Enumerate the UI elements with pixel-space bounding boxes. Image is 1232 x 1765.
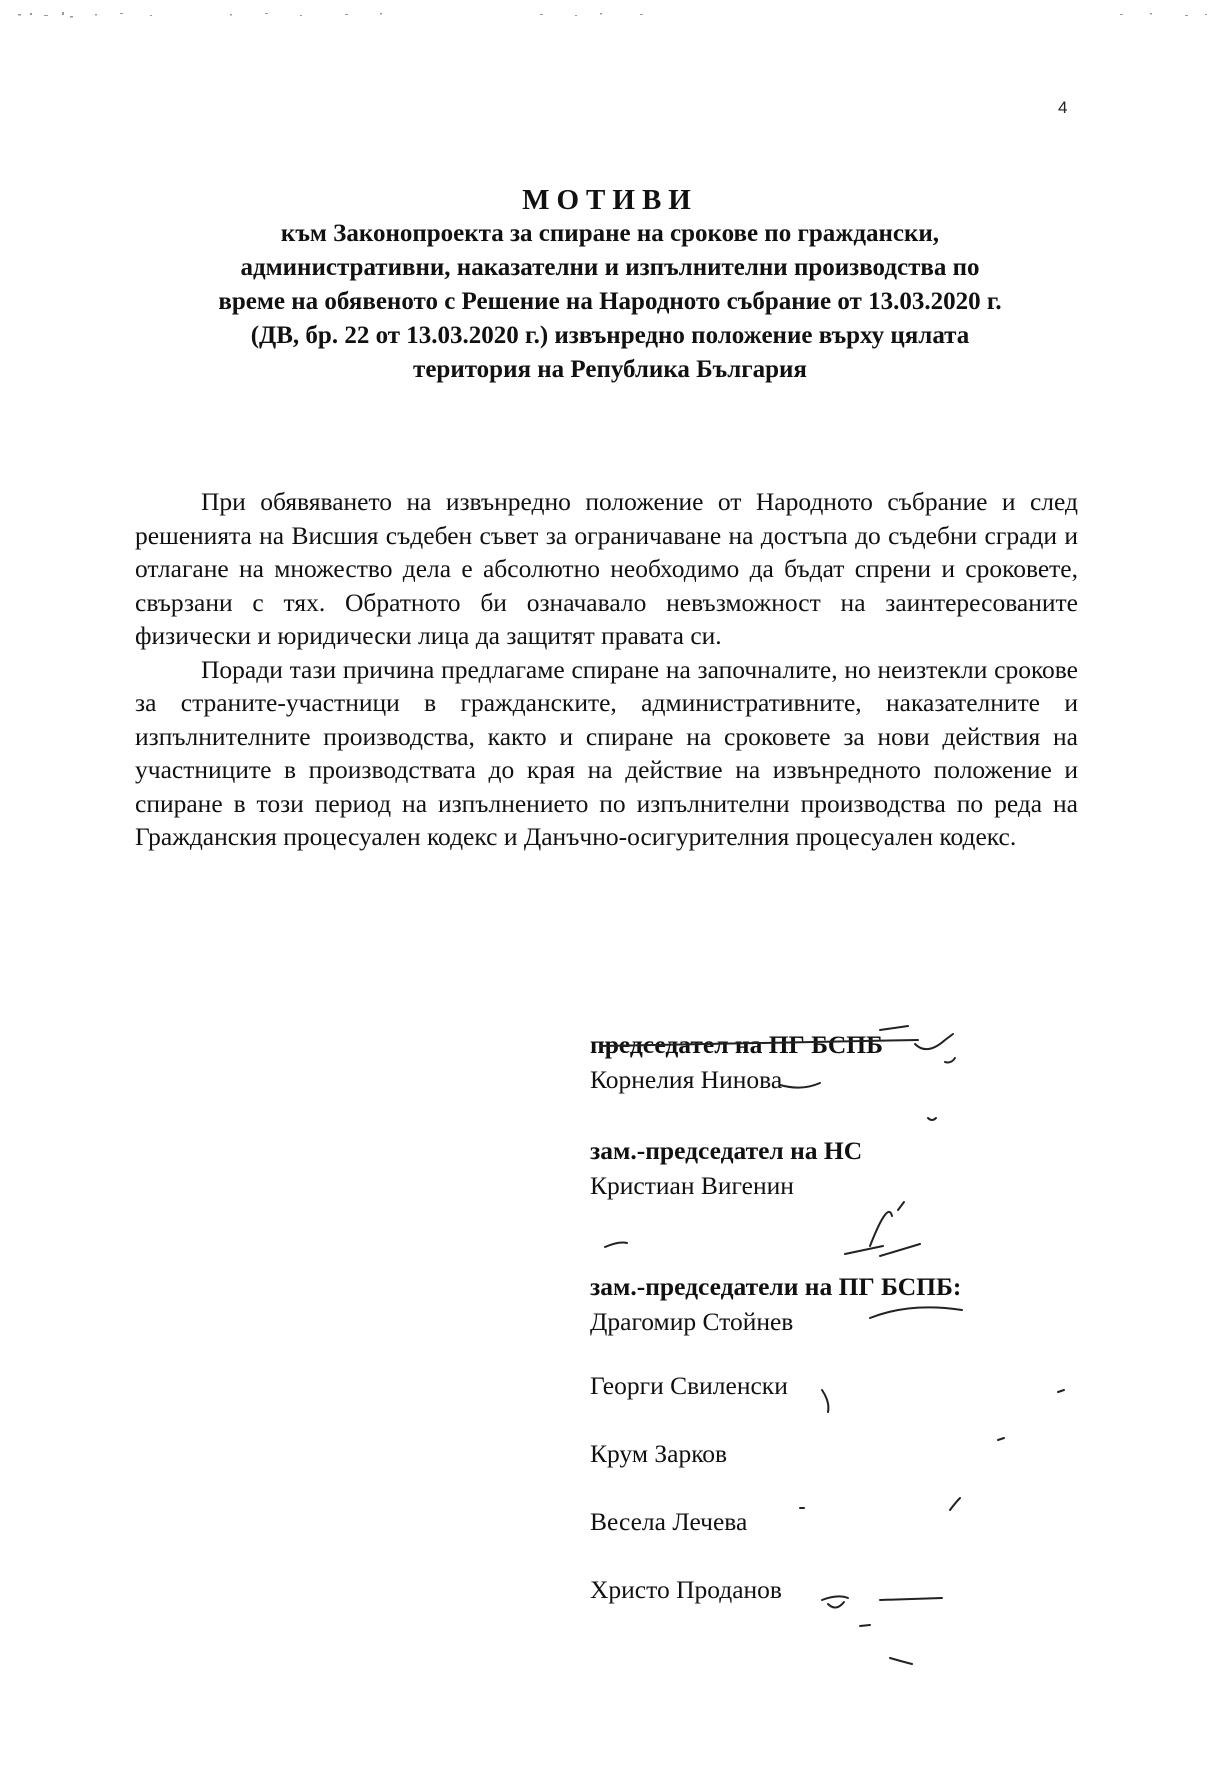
signature-role: председател на ПГ БСПБ (590, 1030, 883, 1059)
document-subtitle-line: време на обявеното с Решение на Народното събрание от 13.03.2020 г. (218, 288, 1002, 315)
page-number: 4 (1058, 98, 1068, 117)
signature-deputy-ns (590, 1133, 862, 1203)
signature-role: зам.-председатели на ПГ БСПБ: (590, 1272, 962, 1301)
document-heading (150, 183, 1070, 387)
signature-chair (590, 1027, 883, 1097)
signature-name: Христо Проданов (590, 1575, 782, 1604)
signature-name: Весела Лечева (590, 1507, 748, 1536)
signature-deputy (590, 1436, 727, 1471)
body-paragraph: Поради тази причина предлагаме спиране на започналите, но неизтекли срокове за страните-участници в гражданските, административните, наказателните и изпълнителните производства, както и спиране на сроковeте за нови действия на участниците в производствата до края на действие на извънредното положение и спиране в този период на изпълнението по изпълнителни производства по реда на Гражданския процесуален кодекс и Данъчно-осигурителния процесуален кодекс. (135, 654, 1078, 851)
signature-deputy (590, 1368, 788, 1403)
signature-deputies (590, 1269, 1110, 1339)
signature-name: Кристиан Вигенин (590, 1171, 794, 1200)
body-paragraph: При обявяването на извънредно положение от Народното събрание и след решенията на Висшия съдебен съвет за ограничаване на достъпа до съдебни сгради и отлагане на множество дела е абсолютно необходимо да бъдат спрени и сроковете, свързани с тях. Обратното би означавало невъзможност на заинтересованите физически и юридически лица да защитят правата си. (135, 487, 1078, 650)
scan-specks (0, 0, 1232, 40)
document-subtitle-line: (ДВ, бр. 22 от 13.03.2020 г.) извънредно положение върху цялата (250, 322, 970, 349)
signature-name: Крум Зарков (590, 1439, 728, 1468)
document-body (135, 485, 1078, 854)
signature-name: Георги Свиленски (590, 1371, 788, 1400)
signature-role: зам.-председател на НС (590, 1136, 863, 1165)
document-title: МОТИВИ (522, 184, 698, 216)
document-subtitle-line: територия на Република България (413, 356, 807, 383)
signature-deputy (590, 1572, 782, 1607)
signature-name: Корнелия Нинова (590, 1065, 783, 1094)
document-subtitle-line: административни, наказателни и изпълнителни производства по (240, 254, 980, 281)
signature-deputy (590, 1504, 747, 1539)
signature-name: Драгомир Стойнев (590, 1307, 794, 1336)
document-subtitle-line: към Законопроекта за спиране на срокове по граждански, (280, 220, 940, 247)
